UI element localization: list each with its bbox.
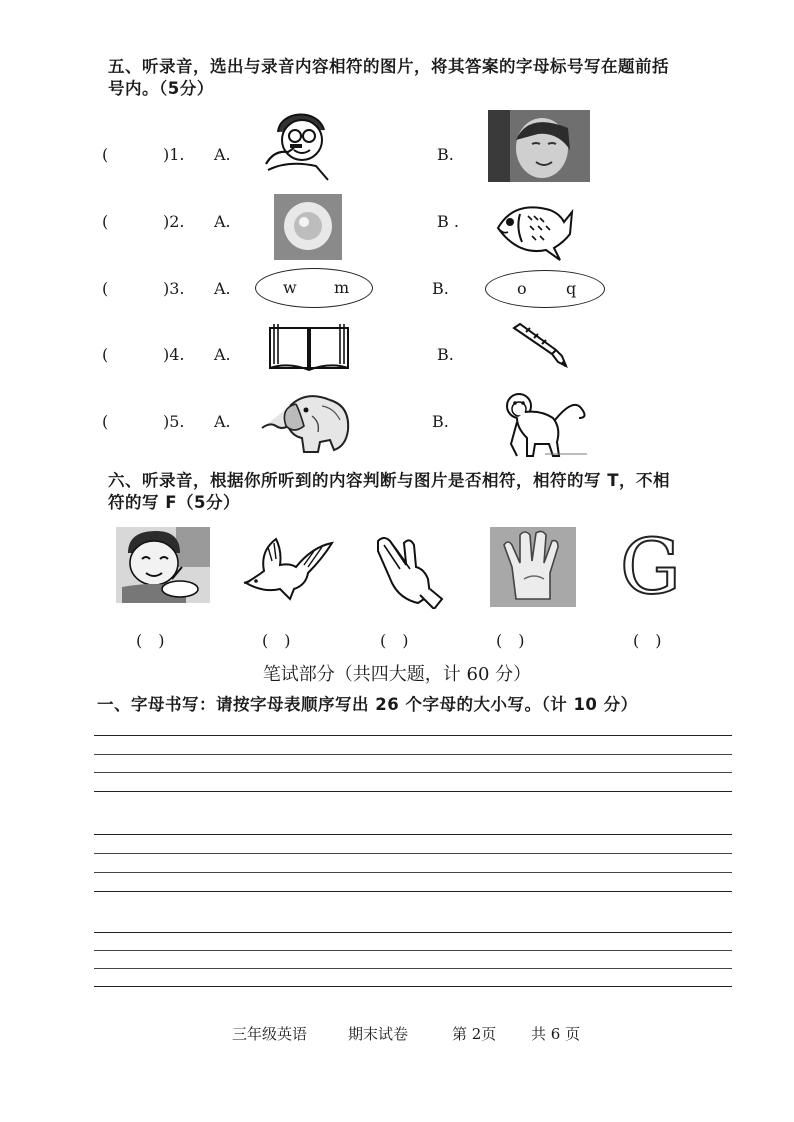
option-a-label: A.	[214, 345, 231, 364]
option-b-label: B .	[437, 212, 459, 231]
answer-paren-open: (	[102, 279, 109, 298]
written-part-heading: 笔试部分（共四大题，计 60 分）	[262, 664, 532, 685]
letter: m	[334, 278, 350, 297]
footer-total: 共 6 页	[531, 1025, 581, 1043]
item-number: )5.	[163, 412, 185, 431]
letter: w	[283, 278, 297, 297]
answer-bracket: ( )	[496, 631, 525, 650]
writing-line	[94, 853, 732, 854]
fish-icon	[494, 194, 574, 262]
option-b-label: B.	[437, 145, 454, 164]
section5-title-line1: 五、听录音，选出与录音内容相符的图片，将其答案的字母标号写在题前括	[108, 57, 669, 76]
answer-bracket: ( )	[262, 631, 291, 650]
writing-line	[94, 872, 732, 873]
writing-line	[94, 986, 732, 987]
answer-paren-open: (	[102, 145, 109, 164]
item-number: )3.	[163, 279, 185, 298]
writing-line	[94, 791, 732, 792]
option-a-label: A.	[214, 145, 231, 164]
answer-bracket: ( )	[633, 631, 662, 650]
answer-paren-open: (	[102, 345, 109, 364]
section5-title-line2: 号内。（5分）	[108, 79, 214, 98]
crayon-icon	[508, 322, 572, 368]
option-b-label: B.	[432, 412, 449, 431]
answer-paren-open: (	[102, 212, 109, 231]
letter-pair-b	[485, 270, 605, 308]
elephant-icon	[260, 386, 358, 456]
letter: q	[566, 279, 577, 298]
open-book-icon	[268, 322, 350, 372]
boy-eating-icon	[116, 527, 210, 603]
letter: o	[517, 279, 527, 298]
item-number: )1.	[163, 145, 185, 164]
boy-brushing-teeth-icon	[258, 104, 338, 182]
writing-line	[94, 834, 732, 835]
writing-line	[94, 754, 732, 755]
answer-bracket: ( )	[136, 631, 165, 650]
option-a-label: A.	[214, 279, 231, 298]
writing-line	[94, 891, 732, 892]
option-b-label: B.	[432, 279, 449, 298]
question-1-title: 一、字母书写：请按字母表顺序写出 26 个字母的大小写。（计 10 分）	[97, 695, 638, 714]
answer-bracket: ( )	[380, 631, 409, 650]
item-number: )4.	[163, 345, 185, 364]
monkey-icon	[495, 388, 593, 460]
writing-line	[94, 950, 732, 951]
footer-subject: 三年级英语	[232, 1025, 308, 1043]
hand-icon	[372, 533, 444, 609]
cake-photo-icon	[274, 194, 342, 260]
girl-face-photo-icon	[488, 110, 590, 182]
option-a-label: A.	[214, 212, 231, 231]
letter-pair-a	[255, 268, 373, 308]
footer-page: 第 2页	[452, 1025, 497, 1043]
answer-paren-open: (	[102, 412, 109, 431]
footer-exam: 期末试卷	[348, 1025, 409, 1043]
writing-line	[94, 968, 732, 969]
item-number: )2.	[163, 212, 185, 231]
bird-icon	[242, 537, 334, 603]
option-b-label: B.	[437, 345, 454, 364]
writing-line	[94, 772, 732, 773]
hand-photo-icon	[490, 527, 576, 607]
section6-title-line1: 六、听录音，根据你所听到的内容判断与图片是否相符，相符的写 T，不相	[108, 471, 670, 490]
writing-line	[94, 735, 732, 736]
writing-line	[94, 932, 732, 933]
option-a-label: A.	[214, 412, 231, 431]
letter-g: G	[620, 522, 681, 611]
section6-title-line2: 符的写 F（5分）	[108, 493, 240, 512]
